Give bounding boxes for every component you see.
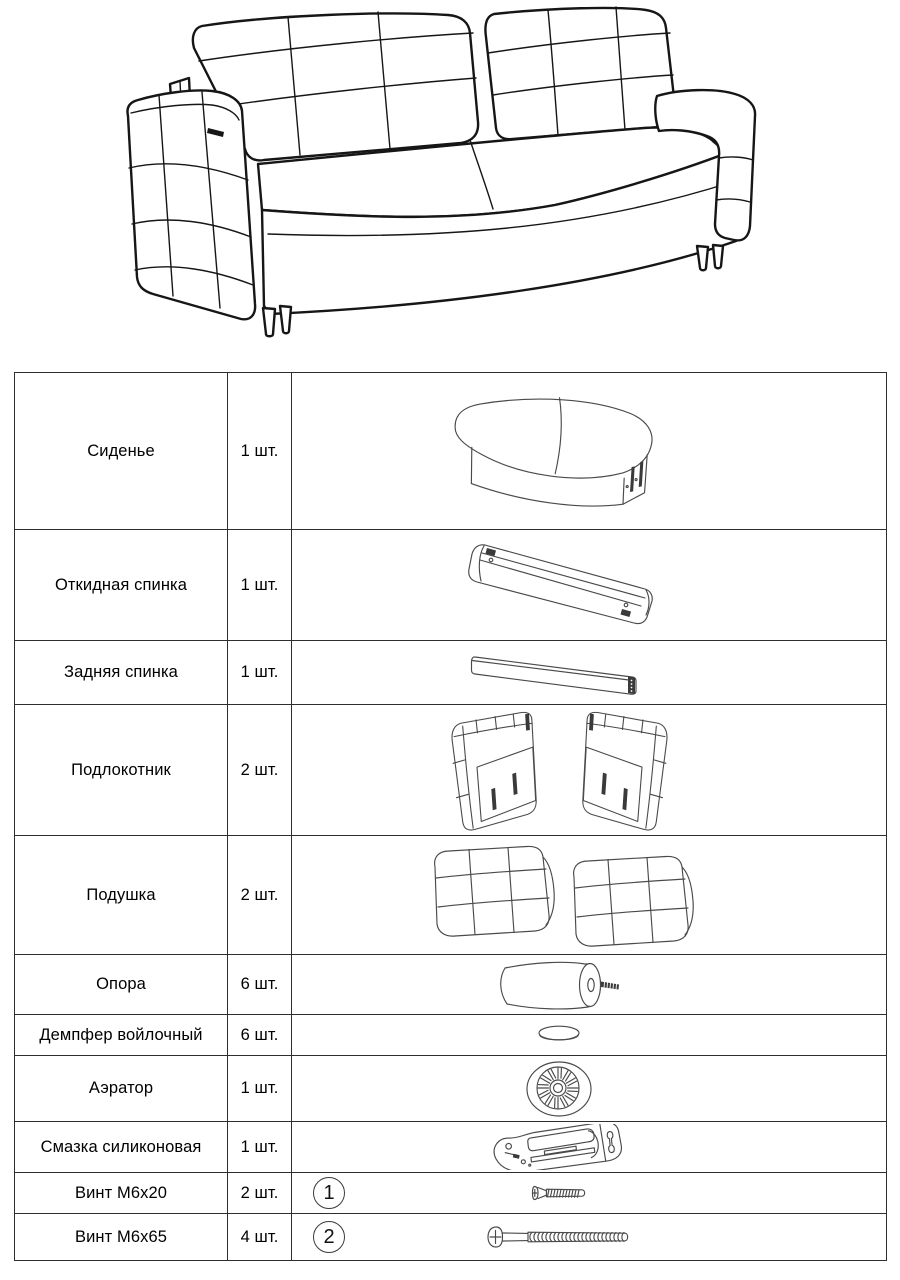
screw-m6x65-illustration (486, 1225, 632, 1249)
part-name: Подлокотник (71, 760, 171, 779)
armrest-pair-illustration (434, 708, 685, 832)
part-name: Винт М6х20 (75, 1183, 167, 1202)
table-row (15, 1214, 887, 1261)
table-row (15, 955, 887, 1015)
rear-back-panel-illustration (469, 649, 649, 697)
part-qty: 1 шт. (240, 1079, 279, 1097)
part-qty: 1 шт. (240, 1137, 279, 1156)
table-row (15, 530, 887, 641)
part-qty: 1 шт. (240, 663, 279, 681)
part-name: Задняя спинка (64, 663, 178, 681)
part-qty: 2 шт. (240, 1183, 279, 1202)
part-qty: 1 шт. (240, 575, 279, 594)
seat-illustration (439, 390, 679, 512)
part-qty: 2 шт. (240, 760, 279, 779)
table-row (15, 641, 887, 705)
table-row (15, 1122, 887, 1173)
part-name: Винт М6х65 (75, 1227, 167, 1246)
table-row (15, 1056, 887, 1122)
table-row (15, 1173, 887, 1214)
part-name: Опора (96, 975, 146, 993)
screw-m6x20-illustration (530, 1184, 588, 1202)
parts-table (14, 372, 887, 1261)
part-name: Подушка (86, 885, 156, 904)
table-row (15, 1015, 887, 1056)
aerator-illustration (525, 1060, 593, 1118)
part-name: Смазка силиконовая (40, 1137, 202, 1156)
screw-number-badge: 1 (313, 1177, 345, 1209)
table-row (15, 836, 887, 955)
silicone-grease-illustration (484, 1124, 634, 1170)
part-name: Демпфер войлочный (39, 1025, 203, 1044)
part-name: Откидная спинка (54, 575, 188, 594)
felt-damper-illustration (536, 1024, 582, 1046)
folding-backrest-illustration (457, 537, 662, 633)
sofa-illustration (112, 6, 772, 346)
part-qty: 6 шт. (240, 975, 279, 993)
part-qty: 6 шт. (240, 1025, 279, 1044)
table-row (15, 705, 887, 836)
part-name: Сиденье (87, 441, 155, 460)
assembled-sofa-figure (0, 0, 900, 372)
part-qty: 2 шт. (240, 885, 279, 904)
part-qty: 1 шт. (240, 441, 279, 460)
cushion-pair-illustration (421, 843, 697, 947)
part-qty: 4 шт. (240, 1227, 279, 1246)
table-row (15, 373, 887, 530)
screw-number-badge: 2 (313, 1221, 345, 1253)
part-name: Аэратор (88, 1079, 154, 1097)
leg-illustration (495, 959, 623, 1011)
